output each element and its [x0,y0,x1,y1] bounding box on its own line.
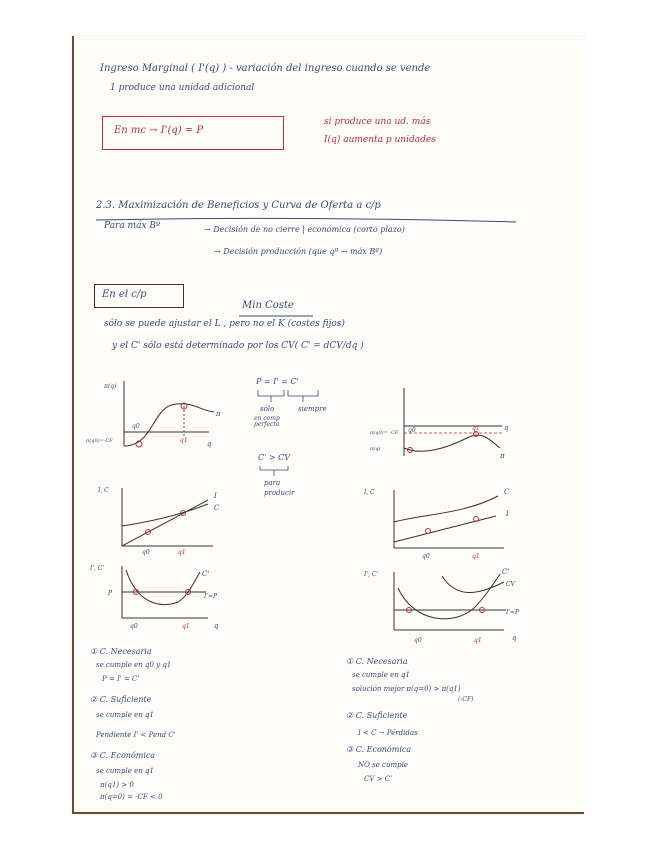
g5-q0: q0 [422,553,430,560]
right-sufficient: ② C. Suficiente [346,711,408,720]
g1-ylabel: π(q) [104,383,117,390]
right-economic: ③ C. Económica [346,745,412,754]
g1-curve: π [216,410,221,418]
g4-q1: q1 [472,425,480,432]
g5-I: I [506,510,509,518]
mid-para: para [264,479,281,487]
left-necessary: ① C. Necesaria [90,647,152,656]
g3-q0: q0 [130,623,138,630]
income-line [122,500,208,546]
g2-I: I [214,492,217,500]
g4-x: q [504,424,509,432]
g4-curve: π [500,452,505,460]
cost-income-graph-right [364,486,514,566]
profit-graph-left [86,376,224,456]
g6-ylabel: I', C' [364,571,379,578]
min-cost-label: Min Coste [242,300,294,311]
g6-q1: q1 [474,637,482,644]
left-sufficient-b: Pendiente I' < Pend C' [96,731,176,739]
marginal-cost-curve [398,574,500,619]
marginal-cost-curve [126,570,200,605]
short-run-label: En el c/p [102,289,147,300]
right-economic-b: CV > C' [364,775,393,783]
g5-q1: q1 [472,553,480,560]
avg-variable-cost-curve [442,576,504,593]
right-economic-a: NO se cumple [358,761,408,769]
marginal-income-definition-cont: 1 produce una unidad adicional [110,83,255,93]
g2-q1: q1 [178,549,186,556]
right-sufficient-a: I < C → Pérdidas [358,729,418,737]
left-economic-b: π(q1) > 0 [100,781,134,789]
notebook-page [72,36,584,814]
marginal-graph-right [364,568,524,648]
left-necessary-b: P = I' = C' [102,675,140,683]
g4-ylabel2: π(q) [370,446,381,452]
mid-cv-brace [258,464,308,478]
section-heading: 2.3. Maximización de Beneficios y Curva de Oferta a c/p [96,200,381,211]
g5-ylabel: I, C [364,489,375,496]
g6-C: C' [502,568,510,576]
g6-x: q [512,634,517,642]
left-sufficient-a: se cumple en q1 [96,711,154,719]
g1-q1: q1 [180,437,188,444]
left-necessary-a: se cumple en q0 y q1 [96,661,172,669]
cost-income-graph-left [98,484,228,554]
shutdown-decision: → Decisión de no cierre | económica (corto plazo) [204,225,405,234]
g3-ylabel: I', C' [90,565,105,572]
marginal-graph-left [88,562,228,632]
g3-IP: I'=P [204,593,218,600]
profit-curve [404,435,500,451]
g6-IP: I'=P [506,609,520,616]
g2-q0: q0 [142,549,150,556]
point-q1 [474,432,479,437]
red-note-1: si produce una ud. más [324,117,431,127]
profit-graph-right [372,386,512,466]
right-necessary-b: solución mejor π(q=0) > π(q1) [352,685,461,693]
g6-CV: CV [506,581,515,588]
income-line [394,516,496,542]
g3-q1: q1 [182,623,190,630]
mid-cv: C' > CV [258,453,291,462]
cost-curve [394,496,498,522]
marginal-income-definition: Ingreso Marginal ( I'(q) ) - variación del ingreso cuando se vende [100,63,431,74]
g2-ylabel: I, C [98,487,109,494]
point-q0 [426,529,431,534]
g3-x: q [214,622,219,630]
g5-C: C [504,488,510,496]
left-economic-a: se cumple en q1 [96,767,154,775]
g3-P: P [108,590,113,597]
g6-q0: q0 [414,637,422,644]
g1-q0: q0 [132,423,140,430]
g3-C: C' [202,570,210,578]
g4-ylabel: π(q0)= -CF [370,430,399,436]
right-necessary: ① C. Necesaria [346,657,408,666]
perfect-competition-formula: En mc → I'(q) = P [114,125,204,136]
short-run-text-1: sólo se puede ajustar el L , pero no el K (costes fijos) [104,319,345,329]
g2-C: C [214,504,220,512]
production-decision: → Decisión producción (que qº → máx Bº) [214,247,383,256]
g4-q0: q0 [408,427,416,434]
right-necessary-a: se cumple en q1 [352,671,410,679]
left-economic-c: π(q=0) = -CF < 0 [100,793,163,801]
right-necessary-c: (-CF) [458,696,474,703]
left-economic: ③ C. Económica [90,751,156,760]
red-note-2: I(q) aumenta p unidades [324,135,436,145]
left-sufficient: ② C. Suficiente [90,695,152,704]
g1-x: q [207,440,212,448]
mid-comp: en comp perfecta [254,415,280,428]
short-run-text-2: y el C' sólo está determinado por los CV( C' = dCV/dq ) [112,341,364,351]
max-benefit-label: Para máx Bº [104,221,161,231]
g1-ylabel2: π(q0)=-CF [86,438,113,444]
mid-equation: P = I' = C' [256,377,299,386]
mid-siempre: siempre [298,405,327,413]
mid-producir: producir [264,489,295,497]
mid-solo: sólo [260,405,275,413]
